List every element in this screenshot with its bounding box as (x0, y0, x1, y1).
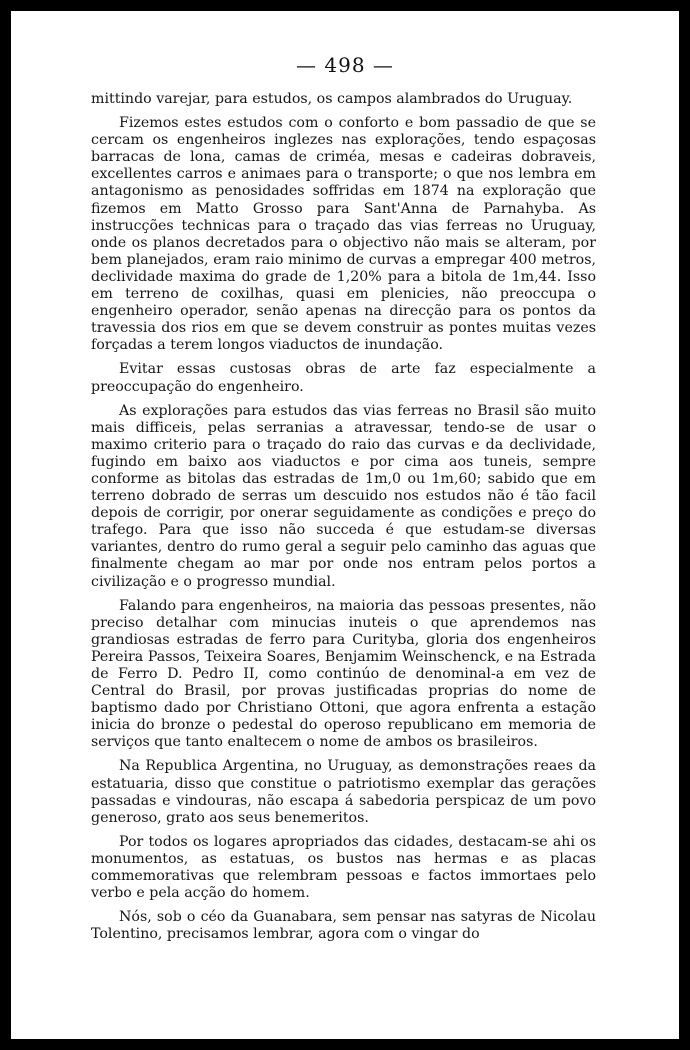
paragraph-1: mittindo varejar, para estudos, os campos alambrados do Uruguay. (91, 91, 573, 107)
paragraph-8: Nós, sob o céo da Guanabara, sem pensar nas satyras de Nicolau Tolentino, precisamos lembrar, agora com o vingar do (91, 909, 596, 943)
paragraph-2: Fizemos estes estudos com o conforto e bom passadio de que se cercam os engenheiros inglezes nas explorações, tendo espaçosas barracas de lona, camas de criméa, mesas e cadeiras dobraveis, excellentes carros e animaes para o transporte; o que nos lembra em antagonismo as penosidades soffridas em 1874 na exploração que fizemos em Matto Grosso para Sant'Anna de Parnahyba. As instrucções technicas para o traçado das vias ferreas no Uruguay, onde os planos decretados para o objectivo não mais se alteram, por bem planejados, eram raio minimo de curvas a empregar 400 metros, declividade maxima do grade de 1,20% para a bitola de 1m,44. Isso em terreno de coxilhas, quasi em plenicies, não preoccupa o engenheiro operador, senão apenas na direcção para os pontos da travessia dos rios em que se devem construir as pontes muitas vezes forçadas a terem longos viaductos de inundação. (91, 115, 596, 354)
paragraph-6: Na Republica Argentina, no Uruguay, as demonstrações reaes da estatuaria, disso que constitue o patriotismo exemplar das gerações passadas e vindouras, não escapa á sabedoria perspicaz de um povo generoso, grato aos seus benemeritos. (91, 758, 596, 826)
scanned-page (11, 11, 679, 1039)
paragraph-7: Por todos os logares apropriados das cidades, destacam-se ahi os monumentos, as estatuas, os bustos nas hermas e as placas commemorativas que relembram pessoas e factos immortaes pelo verbo e pela acção do homem. (91, 833, 596, 902)
paragraph-4: As explorações para estudos das vias ferreas no Brasil são muito mais difficeis, pelas serranias a atravessar, tendo-se de usar o maximo criterio para o traçado do raio das curvas e da declividade, fugindo em baixo aos viaductos e por cima aos tuneis, sempre conforme as bitolas das estradas de 1m,0 ou 1m,60; sabido que em terreno dobrado de serras um descuido nos estudos não é tão facil depois de corrigir, por onerar seguidamente as condições e preço do trafego. Para que isso não succeda é que estudam-se diversas variantes, dentro do rumo geral a seguir pelo caminho das aguas que finalmente chegam ao mar por onde nos entram pelos portos a civilização e o progresso mundial. (91, 402, 596, 590)
page-number: — 498 — (296, 53, 394, 77)
paragraph-3: Evitar essas custosas obras de arte faz especialmente a preoccupação do engenheiro. (91, 361, 596, 395)
body-text (91, 91, 596, 950)
paragraph-5: Falando para engenheiros, na maioria das pessoas presentes, não preciso detalhar com minucias inuteis o que aprendemos nas grandiosas estradas de ferro para Curityba, gloria dos engenheiros Pereira Passos, Teixeira Soares, Benjamim Weinschenck, e na Estrada de Ferro D. Pedro II, como continúo de denominal-a em vez de Central do Brasil, por provas justificadas proprias do nome de baptismo dado por Christiano Ottoni, que agora enfrenta a estação inicia do bronze o pedestal do operoso republicano em memoria de serviços que tanto enaltecem o nome de ambos os brasileiros. (91, 597, 596, 751)
